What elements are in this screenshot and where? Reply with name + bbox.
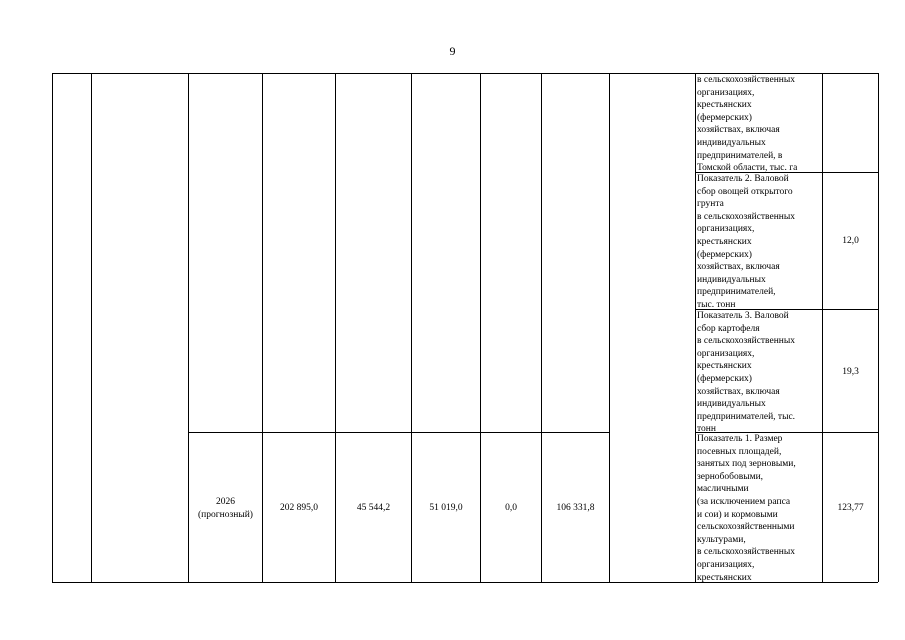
total-cell: 202 895,0 bbox=[280, 503, 318, 513]
column-border bbox=[609, 73, 610, 582]
other-cell: 106 331,8 bbox=[556, 503, 595, 513]
column-border bbox=[878, 73, 879, 582]
indicator-3: Показатель 3. Валовой сбор картофеля в сельскохозяйственных организациях, крестьянских (фермерских) хозяйствах, включая индивидуальных предпринимателей, тыс. тонн bbox=[697, 311, 796, 435]
indicator-3-value: 19,3 bbox=[842, 367, 859, 377]
indicator-1-cont: в сельскохозяйственных организациях, крестьянских (фермерских) хозяйствах, включая индивидуальных предпринимателей, в Томской области, тыс. га bbox=[697, 75, 798, 174]
year-note: (прогнозный) bbox=[198, 509, 253, 520]
indicator-4-value: 123,77 bbox=[837, 503, 864, 513]
local-cell: 0,0 bbox=[505, 503, 517, 513]
year-label: 2026 bbox=[216, 497, 235, 507]
indicator-2: Показатель 2. Валовой сбор овощей открытого грунта в сельскохозяйственных организациях, крестьянских (фермерских) хозяйствах, включая индивидуальных предпринимателей, тыс. тонн bbox=[697, 174, 796, 310]
page-number: 9 bbox=[449, 44, 456, 58]
row-divider bbox=[188, 432, 609, 433]
indicator-2-value: 12,0 bbox=[842, 236, 859, 246]
federal-cell: 45 544,2 bbox=[356, 503, 391, 513]
column-border bbox=[52, 73, 53, 582]
indicator-4: Показатель 1. Размер посевных площадей, занятых под зерновыми, зернобобовыми, масличными (за исключением рапса и сои) и кормовыми сельскохозяйственными культурами, в сельскохозяйственных организациях, крестьянских bbox=[697, 434, 796, 583]
column-border bbox=[91, 73, 92, 582]
column-border bbox=[695, 73, 696, 582]
regional-cell: 51 019,0 bbox=[429, 503, 463, 513]
year-cell bbox=[189, 496, 262, 521]
